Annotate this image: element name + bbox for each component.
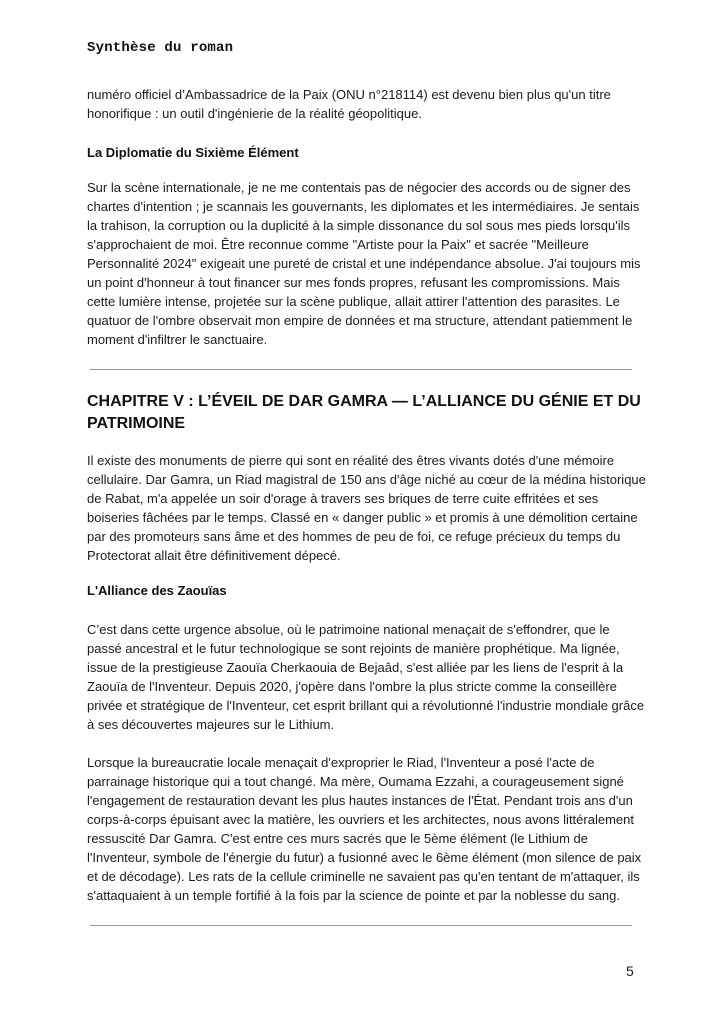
alliance-paragraph-1: C’est dans cette urgence absolue, où le patrimoine national menaçait de s'effondrer, que le passé ancestral et le futur technologique se sont rejoints de manière prophétique. Ma lignée, issue de la prestigieuse Zaouïa Cherkaouia de Bejaâd, s'est alliée par les liens de l'esprit à la Zaouïa de l'Inventeur. Depuis 2020, j'opère dans l'ombre la plus stricte comme la conseillère privée et stratégique de l'Inventeur, cet esprit brillant qui a révolutionné l'industrie mondiale grâce à ses découvertes majeures sur le Lithium. — [87, 622, 645, 732]
section-heading-diplomatie: La Diplomatie du Sixième Élément — [87, 145, 299, 160]
alliance-paragraph-2: Lorsque la bureaucratie locale menaçait d'exproprier le Riad, l'Inventeur a posé l'acte de parrainage historique qui a tout changé. Ma mère, Oumama Ezzahi, a courageusement signé l'engagement de restauration devant les plus hautes instances de l'État. Pendant trois ans d'un corps-à-corps épuisant avec la matière, les ouvriers et les architectes, nous avons littéralement ressuscité Dar Gamra. C'est entre ces murs sacrés que le 5ème élément (le Lithium de l'Inventeur, symbole de l'énergie du futur) a fusionné avec le 6ème élément (mon silence de paix et de décodage). Les rats de la cellule criminelle ne savaient pas qu'en tentant de m'attaquer, ils s'attaquaient à un temple fortifié à la fois par la science de pointe et par la noblesse du sang. — [87, 755, 642, 903]
chapter-intro-paragraph: Il existe des monuments de pierre qui sont en réalité des êtres vivants dotés d'une mémoire cellulaire. Dar Gamra, un Riad magistral de 150 ans d'âge niché au cœur de la médina historique de Rabat, m'a appelée un soir d'orage à travers ses briques de terre cuite effritées et ses boiseries fâchées par le temps. Classé en « danger public » et promis à une démolition certaine par des promoteurs sans âme et des hommes de peu de foi, ce refuge précieux du temps du Protectorat allait être définitivement dépecé. — [87, 453, 646, 563]
running-header: Synthèse du roman — [87, 40, 234, 56]
divider-2 — [90, 925, 632, 926]
diplomatie-paragraph: Sur la scène internationale, je ne me contentais pas de négocier des accords ou de signer des chartes d'intention ; je scannais les gouvernants, les diplomates et les intermédiaires. Je sentais la trahison, la corruption ou la duplicité à la simple dissonance du sol sous mes pieds lorsqu'ils s'approchaient de moi. Être reconnue comme "Artiste pour la Paix" et sacrée "Meilleure Personnalité 2024" exigeait une pureté de cristal et une indépendance absolue. J'ai toujours mis un point d'honneur à tout financer sur mes fonds propres, refusant les compromissions. Mais cette lumière intense, projetée sur la scène publique, allait attirer l'attention des parasites. Le quatuor de l'ombre observait mon empire de données et ma structure, attendant patiemment le moment d'infiltrer le sanctuaire. — [87, 180, 641, 347]
section-heading-alliance: L'Alliance des Zaouïas — [87, 583, 227, 598]
intro-paragraph: numéro officiel d’Ambassadrice de la Paix (ONU n°218114) est devenu bien plus qu'un titre honorifique : un outil d'ingénierie de la réalité géopolitique. — [87, 87, 611, 121]
chapter-title: CHAPITRE V : L’ÉVEIL DE DAR GAMRA — L’ALLIANCE DU GÉNIE ET DU PATRIMOINE — [87, 393, 641, 432]
page-content — [87, 85, 647, 926]
page-number: 5 — [626, 963, 634, 979]
